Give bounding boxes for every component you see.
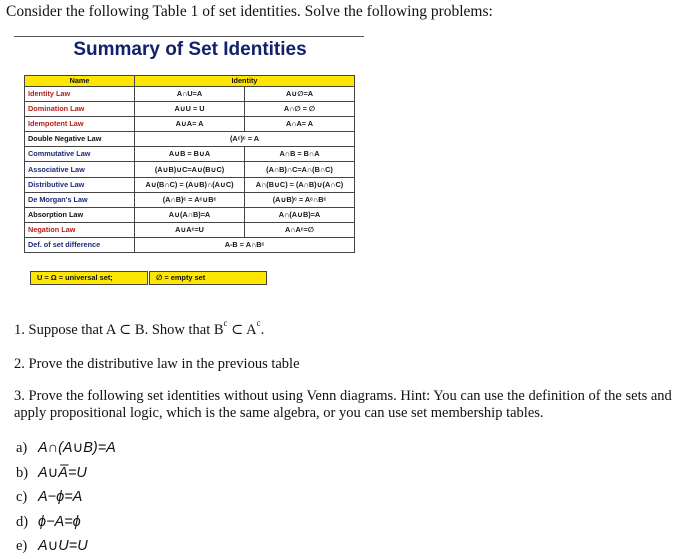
- table-row: [25, 192, 355, 207]
- header-identity: Identity: [135, 76, 355, 87]
- identity-item: [16, 465, 87, 482]
- identity-single: (Aᶜ)ᶜ = A: [135, 132, 355, 147]
- identity-left: A∪Aᶜ=U: [135, 222, 245, 237]
- law-name: Distributive Law: [25, 177, 135, 192]
- table-row: [25, 237, 355, 252]
- identity-right: A∩∅ = ∅: [245, 102, 355, 117]
- figure-title: Summary of Set Identities: [73, 39, 307, 60]
- table-row: [25, 207, 355, 222]
- complement-sup-b: c: [223, 318, 228, 328]
- identity-right: (A∩B)∩C=A∩(B∩C): [245, 162, 355, 177]
- law-name: Negation Law: [25, 222, 135, 237]
- question-2: 2. Prove the distributive law in the previous table: [14, 356, 300, 372]
- identity-item: [16, 440, 116, 457]
- identity-item: [16, 489, 82, 506]
- table-row: [25, 147, 355, 162]
- question-1-mid: ⊂ A: [227, 321, 257, 338]
- item-label: b): [16, 465, 29, 481]
- item-label: c): [16, 489, 28, 505]
- item-label: e): [16, 538, 28, 554]
- identity-left: (A∪B)∪C=A∪(B∪C): [135, 162, 245, 177]
- identities-table: [24, 75, 355, 253]
- intro-text: Consider the following Table 1 of set identities. Solve the following problems:: [6, 3, 493, 20]
- identity-right: A∩A= A: [245, 117, 355, 132]
- item-expression: A∪A̅=U: [38, 465, 87, 481]
- item-label: d): [16, 514, 29, 530]
- law-name: De Morgan's Law: [25, 192, 135, 207]
- identity-right: A∩(A∪B)=A: [245, 207, 355, 222]
- law-name: Identity Law: [25, 87, 135, 102]
- law-name: Commutative Law: [25, 147, 135, 162]
- identity-right: A∪∅=A: [245, 87, 355, 102]
- table-row: [25, 162, 355, 177]
- question-3: 3. Prove the following set identities without using Venn diagrams. Hint: You can use the definition of the sets and apply propositional logic, which is the same algebra, or you can use set membership tables.: [14, 388, 672, 421]
- question-1: [14, 320, 264, 339]
- identity-right: (A∪B)ᶜ = Aᶜ∩Bᶜ: [245, 192, 355, 207]
- header-name: Name: [25, 76, 135, 87]
- law-name: Domination Law: [25, 102, 135, 117]
- set-identities-figure: [16, 37, 364, 297]
- item-expression: A∩(A∪B)=A: [38, 440, 116, 456]
- table-row: [25, 222, 355, 237]
- law-name: Double Negative Law: [25, 132, 135, 147]
- identity-left: A∪A= A: [135, 117, 245, 132]
- identity-left: A∪(A∩B)=A: [135, 207, 245, 222]
- table-row: [25, 132, 355, 147]
- question-1-text: 1. Suppose that A ⊂ B. Show that B: [14, 321, 224, 338]
- item-expression: A−ϕ=A: [38, 489, 83, 505]
- table-row: [25, 102, 355, 117]
- item-expression: A∪U=U: [38, 538, 88, 554]
- legend-universal-set: U = Ω = universal set;: [30, 271, 148, 285]
- identity-item: [16, 538, 88, 555]
- law-name: Def. of set difference: [25, 237, 135, 252]
- table-row: [25, 117, 355, 132]
- identity-left: A∪(B∩C) = (A∪B)∩(A∪C): [135, 177, 245, 192]
- table-row: [25, 87, 355, 102]
- table-row: [25, 177, 355, 192]
- complement-sup-a: c: [256, 318, 261, 328]
- identity-item: [16, 514, 81, 531]
- identity-left: A∩U=A: [135, 87, 245, 102]
- law-name: Idempotent Law: [25, 117, 135, 132]
- identity-right: A∩Aᶜ=∅: [245, 222, 355, 237]
- identity-single: A-B = A∩Bᶜ: [135, 237, 355, 252]
- identity-left: A∪U = U: [135, 102, 245, 117]
- item-expression: ϕ−A=ϕ: [38, 514, 81, 530]
- identity-right: A∩(B∪C) = (A∩B)∪(A∩C): [245, 177, 355, 192]
- identity-left: A∪B = B∪A: [135, 147, 245, 162]
- identity-left: (A∩B)ᶜ = Aᶜ∪Bᶜ: [135, 192, 245, 207]
- law-name: Associative Law: [25, 162, 135, 177]
- legend-empty-set: ∅ = empty set: [149, 271, 267, 285]
- item-label: a): [16, 440, 28, 456]
- law-name: Absorption Law: [25, 207, 135, 222]
- table-header-row: [25, 76, 355, 87]
- question-1-end: .: [260, 321, 265, 338]
- identity-right: A∩B = B∩A: [245, 147, 355, 162]
